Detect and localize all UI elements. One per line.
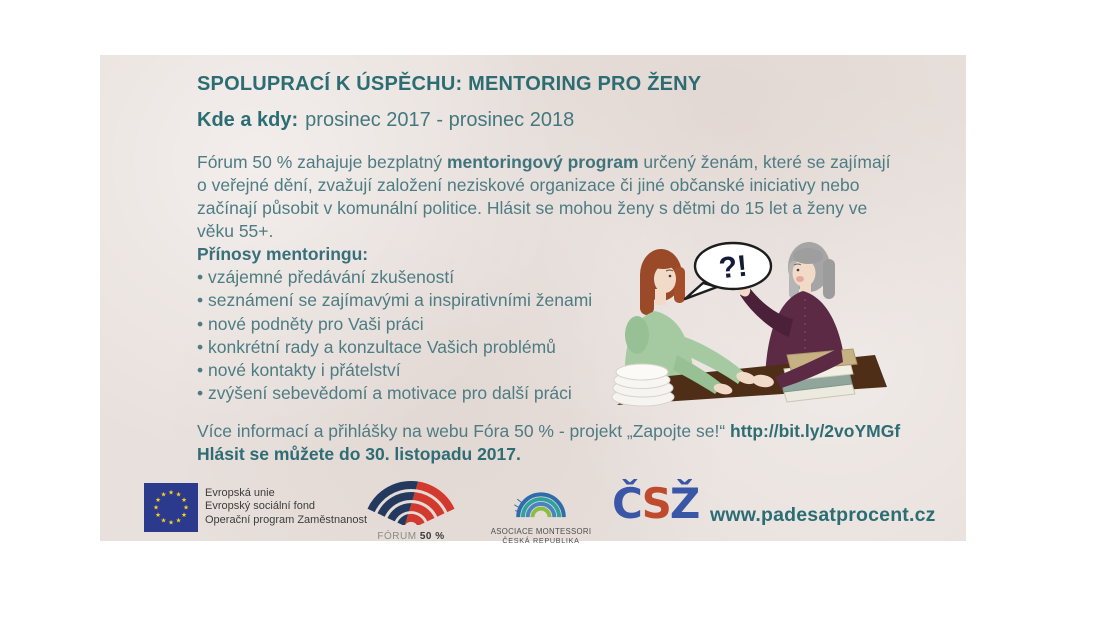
plates-stack [612,364,674,406]
bitly-link[interactable]: http://bit.ly/2voYMGf [730,421,901,441]
deadline-line: Hlásit se můžete do 30. listopadu 2017. [197,444,521,464]
eu-program-text [205,487,367,527]
montessori-logo [486,482,596,545]
more-info-text: Více informací a přihlášky na webu Fóra 50 % - projekt „Zapojte se!“ [197,421,731,441]
speech-bubble [685,243,771,299]
svg-text:★: ★ [153,503,159,512]
flyer-paper [100,55,966,545]
when-value: prosinec 2017 - prosinec 2018 [305,109,575,131]
intro-bold: mentoringový program [447,152,639,172]
csz-letter-z: Ž [669,479,699,528]
benefits-list [197,266,592,406]
benefit-item: • nové kontakty i přátelství [197,359,592,382]
eu-flag-icon [144,483,198,532]
speech-bubble-text: ?! [717,249,749,286]
when-line [197,109,574,132]
svg-text:★: ★ [155,496,161,504]
svg-text:★: ★ [175,516,182,525]
montessori-name: ASOCIACE MONTESSORI [490,527,592,536]
benefits-title: Přínosy mentoringu: [197,244,369,264]
csz-letter-s: S [641,479,670,528]
csz-logo [612,481,698,527]
benefit-item: • konkrétní rady a konzultace Vašich problémů [197,336,592,359]
svg-text:★: ★ [181,511,187,519]
eu-text-line: Evropská unie [205,487,275,499]
svg-text:★: ★ [160,490,167,499]
more-info-line [197,421,900,442]
forum50-logo [360,479,462,542]
svg-text:★: ★ [155,511,161,519]
forum50-name: FÓRUM [377,531,417,542]
benefit-item: • nové podněty pro Vaši práci [197,313,592,336]
benefit-item: • seznámení se zajímavými a inspirativními ženami [197,289,592,312]
svg-text:★: ★ [168,488,174,497]
benefit-item: • zvýšení sebevědomí a motivace pro další práci [197,382,592,405]
flyer-title: SPOLUPRACÍ K ÚSPĚCHU: MENTORING PRO ŽENY [197,73,702,95]
intro-paragraph [197,151,903,243]
benefit-item: • vzájemné předávání zkušeností [197,266,592,289]
svg-text:★: ★ [168,518,174,527]
montessori-rainbow-icon [513,482,569,520]
website-link[interactable]: www.padesatprocent.cz [710,504,936,526]
intro-part2: určený ženám, které se zajímají o veřejné dění, zvažují založení neziskové organizace či jiné občanské iniciativy nebo začínají působit v komunální politice. Hlásit se mohou ženy s dětmi do 15 let a ženy ve věku 55+. [197,152,891,241]
eu-text-line: Evropský sociální fond [205,500,316,513]
forum50-fan-icon [363,479,459,525]
csz-letter-c: Č [612,479,642,528]
when-label: Kde a kdy: [197,109,299,131]
svg-text:★: ★ [160,516,167,525]
svg-text:★: ★ [181,496,187,504]
svg-text:★: ★ [183,503,189,512]
svg-text:★: ★ [175,490,182,499]
intro-part1: Fórum 50 % zahajuje bezplatný [197,152,447,172]
montessori-country: ČESKÁ REPUBLIKA [502,536,580,545]
forum50-percent: 50 % [419,531,445,542]
forum50-caption [360,531,462,542]
mentoring-illustration [596,237,890,417]
eu-text-line: Operační program Zaměstnanost [205,513,368,526]
